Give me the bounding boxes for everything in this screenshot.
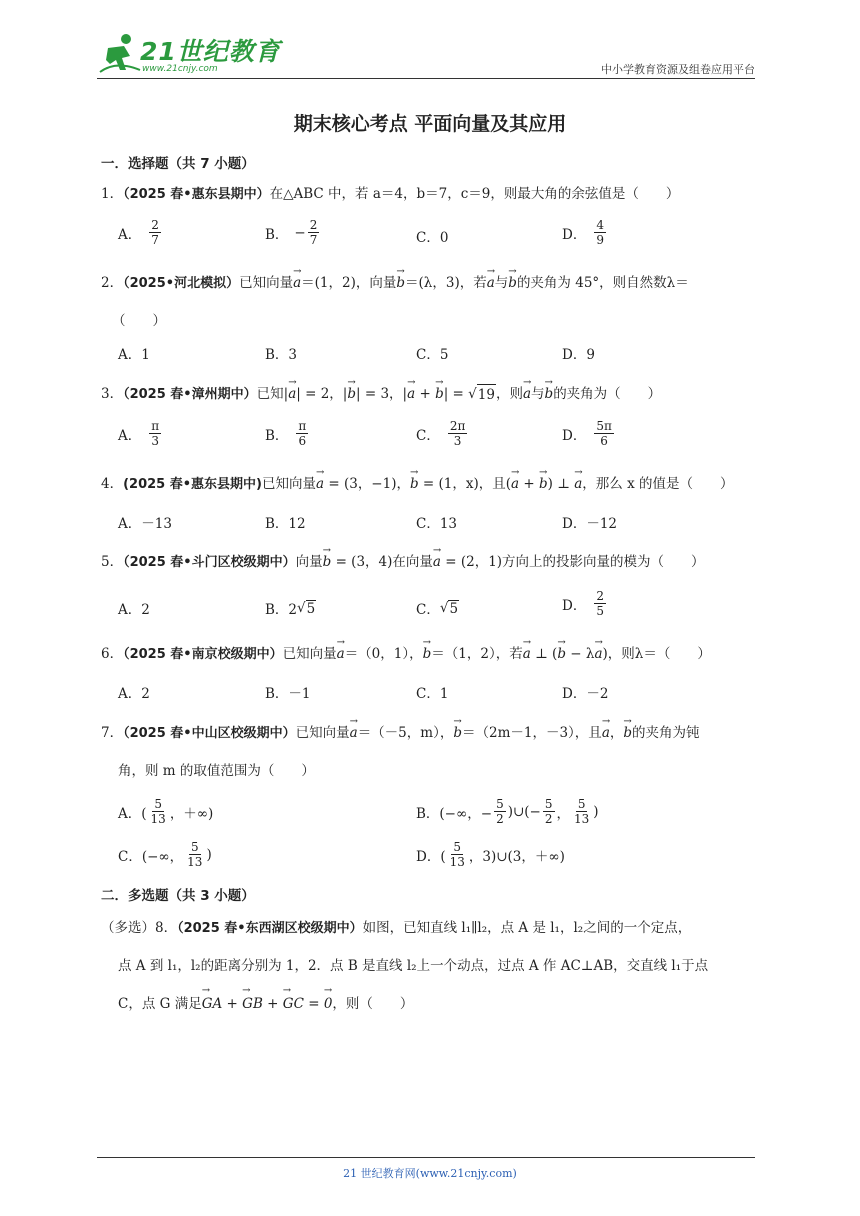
q5-option-b[interactable]: B．2 √ 5 bbox=[265, 599, 316, 618]
q3-option-b[interactable]: B． $\frac{\pi}{6}$ bbox=[265, 419, 307, 448]
q7-option-c[interactable]: C．(−∞， $\frac{5}{13}$ ) bbox=[118, 840, 212, 869]
q4-option-a[interactable]: A．－13 bbox=[118, 516, 172, 532]
footer-link[interactable]: 21 世纪教育网(www.21cnjy.com) bbox=[343, 1167, 517, 1180]
q2-option-c[interactable]: C．5 bbox=[416, 347, 449, 363]
q1-option-b[interactable]: B． − $\frac{2}{7}$ bbox=[265, 218, 318, 247]
q4-option-b[interactable]: B．12 bbox=[265, 516, 306, 532]
logo-url: www.21cnjy.com bbox=[142, 64, 218, 74]
question-8-line-3: C，点 G 满足→ GA + → GB + → GC = → 0，则（ ） bbox=[118, 992, 413, 1012]
question-6: 6．（2025 春•南京校级期中）已知向量→ a＝（0，1），→ b＝（1，2），若→ a ⊥ (→ b − λ→ a)，则λ＝（ ） bbox=[101, 644, 711, 665]
question-7-continued: 角，则 m 的取值范围为（ ） bbox=[118, 763, 315, 779]
runner-icon bbox=[96, 30, 142, 76]
footer-divider bbox=[97, 1157, 755, 1158]
q7-option-b[interactable]: B．(−∞，− $\frac{5}{2}$ )∪(− $\frac{5}{2}$ ， $\frac{5}{13}$ ) bbox=[416, 797, 599, 826]
q7-option-a[interactable]: A．( $\frac{5}{13}$ ，＋∞) bbox=[118, 797, 214, 826]
q2-option-a[interactable]: A．1 bbox=[118, 347, 150, 363]
q1-option-c[interactable]: C．0 bbox=[416, 230, 449, 246]
q2-option-b[interactable]: B．3 bbox=[265, 347, 298, 363]
page-title: 期末核心考点 平面向量及其应用 bbox=[293, 113, 567, 135]
q2-option-d[interactable]: D．9 bbox=[562, 347, 595, 363]
question-3: 3．（2025 春•漳州期中）已知|→ a| = 2，|→ b| = 3，|→ a + → b| = √ 19 ，则→ a与→ b的夹角为（ ） bbox=[101, 384, 661, 405]
header-divider bbox=[97, 78, 755, 79]
question-8: （多选）8．（2025 春•东西湖区校级期中）如图，已知直线 l₁∥l₂，点 A 是 l₁，l₂之间的一个定点， bbox=[101, 920, 692, 936]
q3-option-c[interactable]: C． $\frac{2\pi}{3}$ bbox=[416, 419, 466, 448]
q3-option-d[interactable]: D． $\frac{5\pi}{6}$ bbox=[562, 419, 612, 448]
q4-option-d[interactable]: D．－12 bbox=[562, 516, 618, 532]
q4-option-c[interactable]: C．13 bbox=[416, 516, 458, 532]
q6-option-a[interactable]: A．2 bbox=[118, 686, 150, 702]
q1-option-d[interactable]: D． $\frac{4}{9}$ bbox=[562, 218, 604, 247]
section-single-choice: 一．选择题（共 7 小题） bbox=[101, 156, 255, 172]
question-1: 1．（2025 春•惠东县期中）在△ABC 中，若 a＝4，b＝7，c＝9，则最大角的余弦值是（ ） bbox=[101, 186, 680, 202]
question-4: 4．(2025 春•惠东县期中)已知向量→ a = (3，−1)，→ b = (1，x)，且(→ a + → b) ⊥ → a，那么 x 的值是（ ） bbox=[101, 474, 733, 495]
question-8-line-2: 点 A 到 l₁，l₂的距离分别为 1，2．点 B 是直线 l₂上一个动点，过点 A 作 AC⊥AB，交直线 l₁于点 bbox=[118, 958, 709, 974]
q1-option-a[interactable]: A． $\frac{2}{7}$ bbox=[118, 218, 159, 247]
q5-option-d[interactable]: D． $\frac{2}{5}$ bbox=[562, 589, 604, 618]
q6-option-c[interactable]: C．1 bbox=[416, 686, 449, 702]
question-7: 7．（2025 春•中山区校级期中）已知向量→ a＝（－5，m），→ b＝（2m－1，－3），且→ a，→ b的夹角为钝 bbox=[101, 723, 700, 744]
logo-text: 21世纪教育 bbox=[140, 37, 281, 66]
q5-option-a[interactable]: A．2 bbox=[118, 602, 150, 618]
question-5: 5．（2025 春•斗门区校级期中）向量→ b = (3，4)在向量→ a = (2，1)方向上的投影向量的模为（ ） bbox=[101, 552, 705, 573]
q5-option-c[interactable]: C． √ 5 bbox=[416, 599, 459, 618]
section-multi-choice: 二．多选题（共 3 小题） bbox=[101, 888, 255, 904]
q3-option-a[interactable]: A． $\frac{\pi}{3}$ bbox=[118, 419, 160, 448]
q6-option-d[interactable]: D．－2 bbox=[562, 686, 609, 702]
platform-name: 中小学教育资源及组卷应用平台 bbox=[601, 63, 755, 76]
q6-option-b[interactable]: B．－1 bbox=[265, 686, 311, 702]
question-2: 2．（2025•河北模拟）已知向量→ a＝(1，2)，向量→ b＝(λ，3)，若→ a与→ b的夹角为 45°，则自然数λ＝ bbox=[101, 273, 689, 294]
q7-option-d[interactable]: D．( $\frac{5}{13}$ ，3)∪(3，＋∞) bbox=[416, 840, 565, 869]
question-2-continued: （ ） bbox=[112, 313, 166, 329]
